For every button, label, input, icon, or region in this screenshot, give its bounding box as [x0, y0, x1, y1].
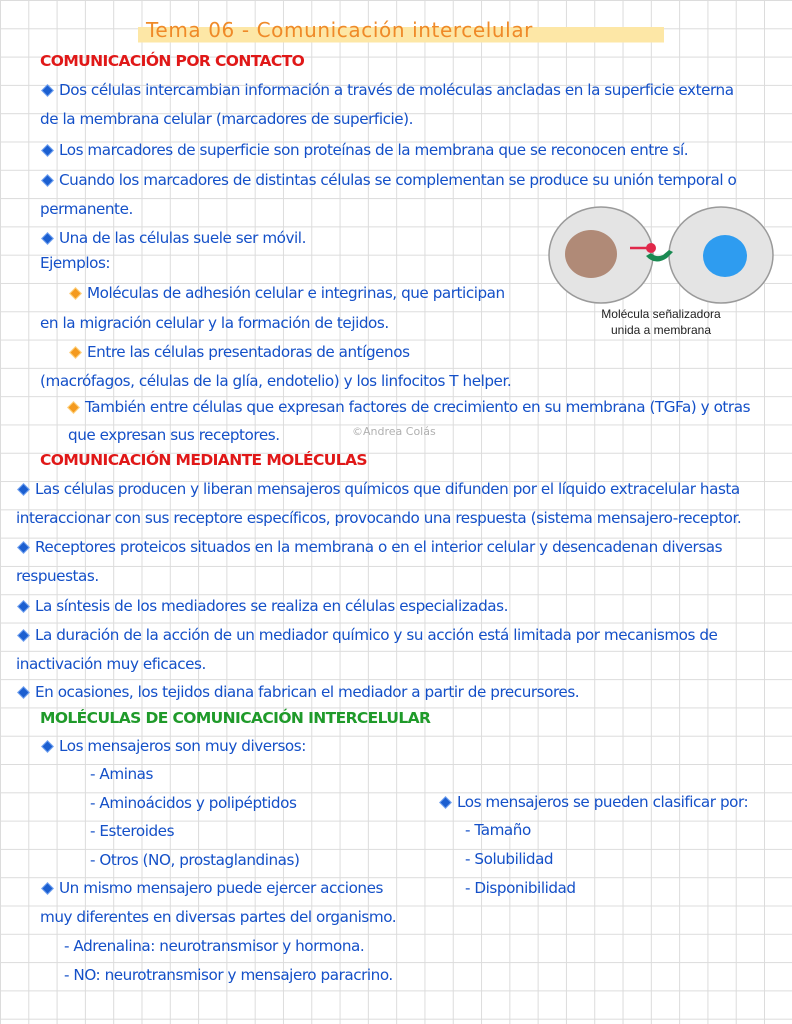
example-line: Entre las células presentadoras de antígenos: [68, 342, 410, 362]
bullet-continuation: respuestas.: [16, 567, 99, 585]
blue-diamond-icon: [17, 686, 30, 699]
orange-diamond-icon: [67, 401, 80, 414]
list-item: - Tamaño: [465, 821, 531, 839]
example-continuation: (macrófagos, células de la glía, endotelio) y los linfocitos T helper.: [40, 372, 512, 390]
watermark: ©Andrea Colás: [352, 425, 436, 438]
blue-diamond-icon: [41, 232, 54, 245]
blue-diamond-icon: [17, 629, 30, 642]
bullet-line: Una de las células suele ser móvil.: [40, 228, 306, 248]
example-continuation: que expresan sus receptores.: [68, 426, 280, 444]
bullet-line: Dos células intercambian información a través de moléculas ancladas en la superficie externa: [40, 80, 734, 100]
list-item: - Aminas: [90, 765, 153, 783]
right-nucleus: [703, 235, 747, 277]
examples-label: Ejemplos:: [40, 254, 111, 272]
blue-diamond-icon: [41, 882, 54, 895]
bullet-continuation: muy diferentes en diversas partes del organismo.: [40, 908, 397, 926]
page-title-text: Tema 06 - Comunicación intercelular: [146, 18, 533, 42]
example-continuation: en la migración celular y la formación de tejidos.: [40, 314, 389, 332]
figure-caption-line2: unida a membrana: [610, 323, 712, 337]
signal-molecule-head-icon: [646, 243, 656, 253]
blue-diamond-icon: [17, 600, 30, 613]
left-nucleus: [565, 230, 617, 278]
sub-item: - NO: neurotransmisor y mensajero paracrino.: [64, 966, 393, 984]
blue-diamond-icon: [17, 483, 30, 496]
blue-diamond-icon: [439, 796, 452, 809]
bullet-line: Cuando los marcadores de distintas células se complementan se produce su unión temporal o: [40, 170, 736, 190]
bullet-line: Receptores proteicos situados en la membrana o en el interior celular y desencadenan diversas: [16, 537, 722, 557]
page-title: [138, 18, 664, 44]
bullet-line: La duración de la acción de un mediador químico y su acción está limitada por mecanismos de: [16, 625, 717, 645]
blue-diamond-icon: [41, 144, 54, 157]
bullet-line: Un mismo mensajero puede ejercer acciones: [40, 878, 383, 898]
sub-item: - Adrenalina: neurotransmisor y hormona.: [64, 937, 365, 955]
blue-diamond-icon: [41, 740, 54, 753]
orange-diamond-icon: [69, 346, 82, 359]
bullet-continuation: inactivación muy eficaces.: [16, 655, 206, 673]
bullet-line: En ocasiones, los tejidos diana fabrican el mediador a partir de precursores.: [16, 682, 579, 702]
orange-diamond-icon: [69, 287, 82, 300]
bullet-line: Los mensajeros son muy diversos:: [40, 736, 306, 756]
bullet-line: La síntesis de los mediadores se realiza en células especializadas.: [16, 596, 508, 616]
list-item: - Aminoácidos y polipéptidos: [90, 794, 297, 812]
section-heading-molecules: COMUNICACIÓN MEDIANTE MOLÉCULAS: [40, 451, 367, 469]
bullet-line: Los mensajeros se pueden clasificar por:: [438, 792, 748, 812]
example-line: También entre células que expresan factores de crecimiento en su membrana (TGFa) y otras: [66, 397, 750, 417]
blue-diamond-icon: [41, 174, 54, 187]
blue-diamond-icon: [17, 541, 30, 554]
section-heading-intercellular: MOLÉCULAS DE COMUNICACIÓN INTERCELULAR: [40, 709, 431, 727]
cells-illustration: [545, 200, 777, 310]
list-item: - Esteroides: [90, 822, 175, 840]
list-item: - Otros (NO, prostaglandinas): [90, 851, 300, 869]
cell-contact-figure: [545, 200, 777, 350]
list-item: - Disponibilidad: [465, 879, 576, 897]
list-item: - Solubilidad: [465, 850, 554, 868]
bullet-line: Las células producen y liberan mensajeros químicos que difunden por el líquido extracelular hasta: [16, 479, 740, 499]
bullet-line: Los marcadores de superficie son proteínas de la membrana que se reconocen entre sí.: [40, 140, 688, 160]
bullet-continuation: interaccionar con sus receptore específicos, provocando una respuesta (sistema mensajero-receptor.: [16, 509, 742, 527]
bullet-continuation: permanente.: [40, 200, 133, 218]
section-heading-contact: COMUNICACIÓN POR CONTACTO: [40, 52, 305, 70]
bullet-continuation: de la membrana celular (marcadores de superficie).: [40, 110, 414, 128]
blue-diamond-icon: [41, 84, 54, 97]
example-line: Moléculas de adhesión celular e integrinas, que participan: [68, 283, 505, 303]
figure-caption-line1: Molécula señalizadora: [601, 307, 721, 321]
